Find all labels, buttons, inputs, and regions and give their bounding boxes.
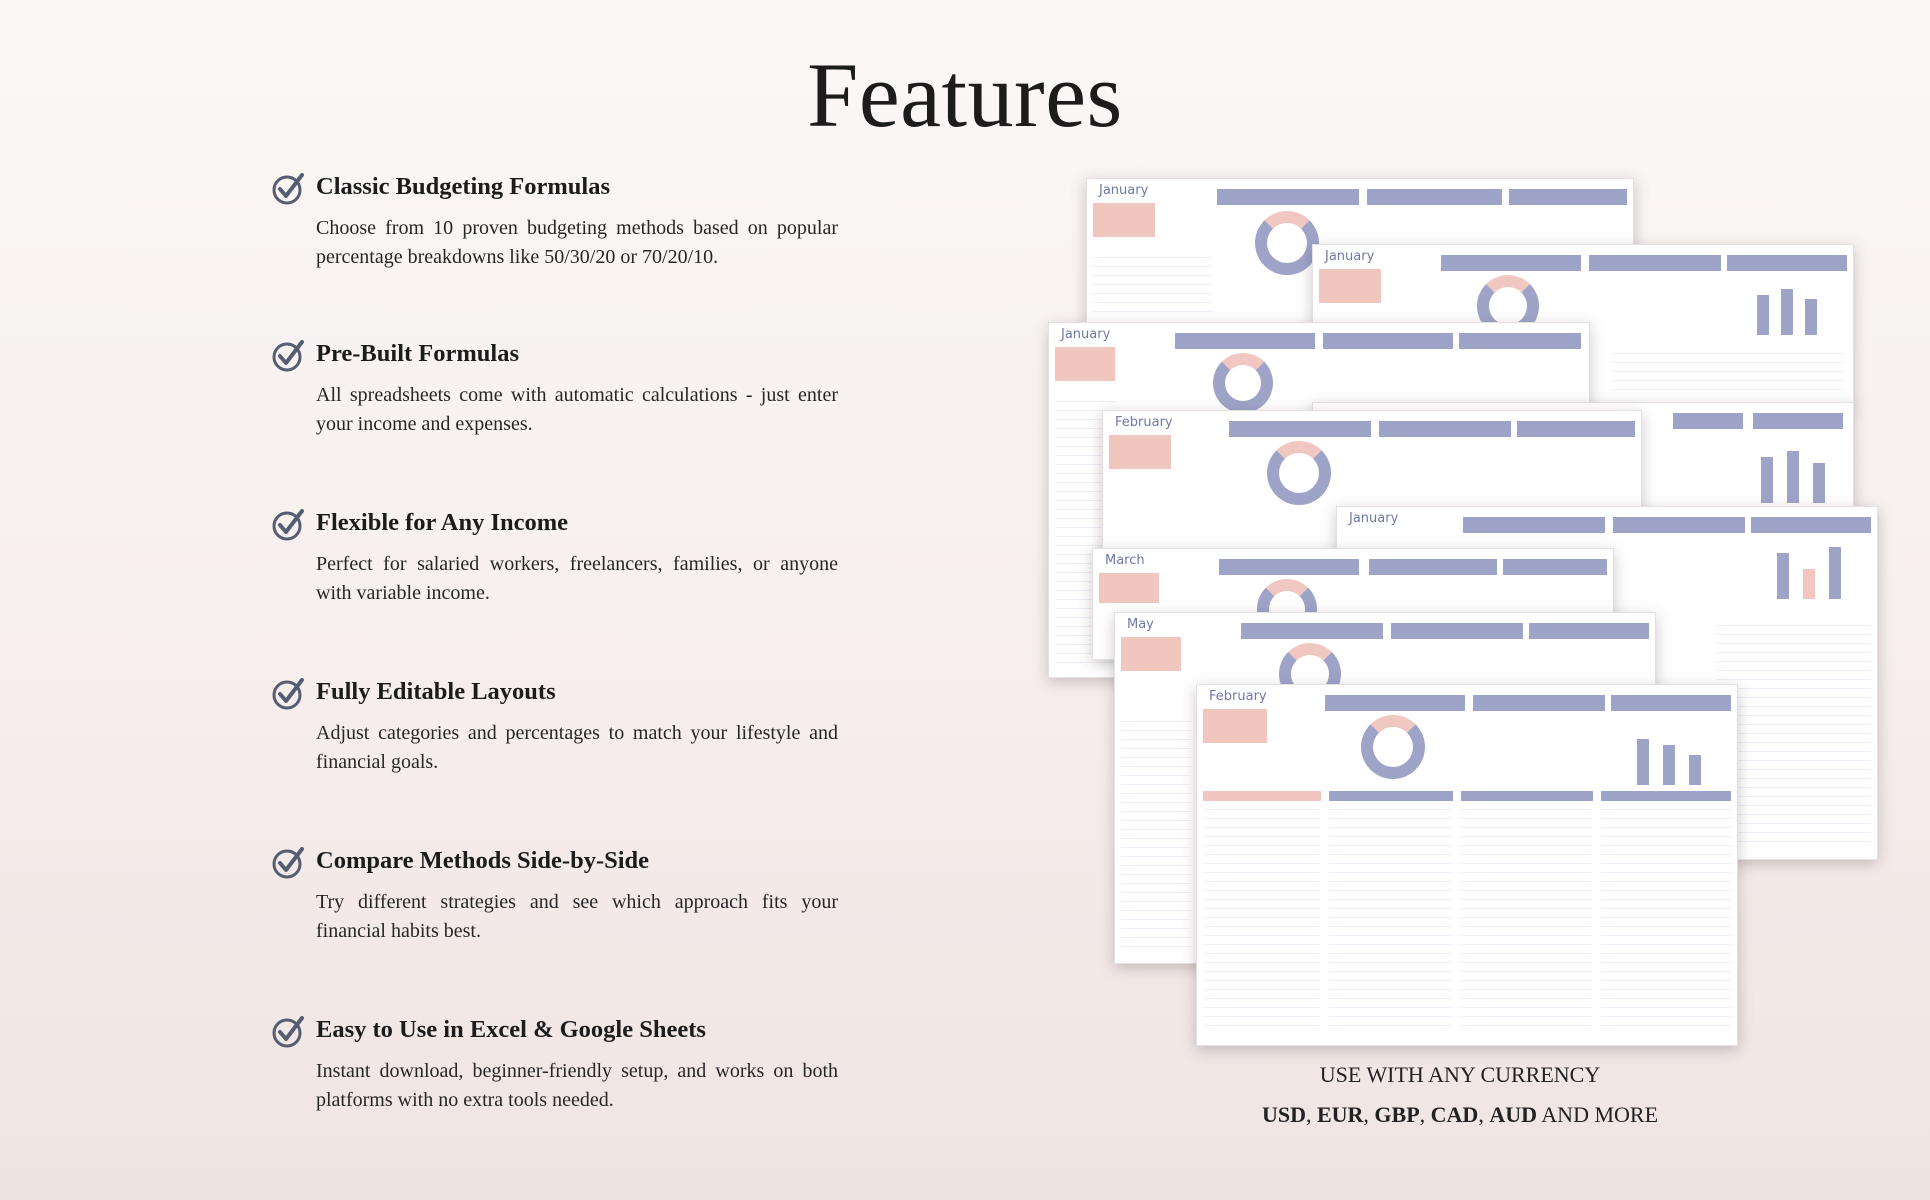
feature-title: Fully Editable Layouts — [316, 678, 556, 705]
currency-code: AUD — [1489, 1102, 1537, 1127]
sheet-month-label: May — [1127, 617, 1154, 632]
sheet-month-label: January — [1325, 249, 1375, 264]
currency-heading: USE WITH ANY CURRENCY — [1319, 1062, 1601, 1087]
feature-title: Pre-Built Formulas — [316, 340, 520, 367]
feature-description: Adjust categories and percentages to match your lifestyle and financial goals. — [316, 722, 838, 773]
page-title: Features — [807, 44, 1123, 146]
currency-code: CAD — [1430, 1102, 1479, 1127]
checkmark-circle-icon — [272, 339, 306, 373]
spreadsheet-preview — [1196, 684, 1738, 1046]
feature-description: All spreadsheets come with automatic calculations - just enter your income and expenses. — [316, 384, 838, 435]
feature-title: Classic Budgeting Formulas — [316, 173, 611, 200]
feature-title: Compare Methods Side-by-Side — [316, 847, 650, 874]
checkmark-circle-icon — [272, 677, 306, 711]
feature-description: Perfect for salaried workers, freelancers, families, or anyone with variable income. — [316, 553, 838, 604]
sheet-month-label: January — [1061, 327, 1111, 342]
feature-title: Flexible for Any Income — [316, 509, 569, 536]
currency-code: EUR — [1316, 1102, 1364, 1127]
sheet-month-label: March — [1105, 553, 1145, 568]
feature-title: Easy to Use in Excel & Google Sheets — [316, 1016, 706, 1043]
checkmark-circle-icon — [272, 508, 306, 542]
sheet-month-label: January — [1099, 183, 1149, 198]
currency-code: GBP — [1374, 1102, 1420, 1127]
feature-description: Try different strategies and see which approach fits your financial habits best. — [316, 891, 838, 942]
checkmark-circle-icon — [272, 172, 306, 206]
sheet-month-label: February — [1209, 689, 1267, 704]
checkmark-circle-icon — [272, 846, 306, 880]
currency-list: USD, EUR, GBP, CAD, AUD AND MORE — [1261, 1102, 1659, 1127]
feature-description: Instant download, beginner-friendly setup, and works on both platforms with no extra tools needed. — [316, 1060, 838, 1111]
sheet-month-label: January — [1349, 511, 1399, 526]
currency-suffix: AND MORE — [1541, 1102, 1659, 1127]
spreadsheet-mockup-collage — [1040, 170, 1880, 1050]
currency-code: USD — [1261, 1102, 1306, 1127]
feature-description: Choose from 10 proven budgeting methods based on popular percentage breakdowns like 50/30/20 or 70/20/10. — [316, 217, 838, 268]
sheet-month-label: February — [1115, 415, 1173, 430]
checkmark-circle-icon — [272, 1015, 306, 1049]
